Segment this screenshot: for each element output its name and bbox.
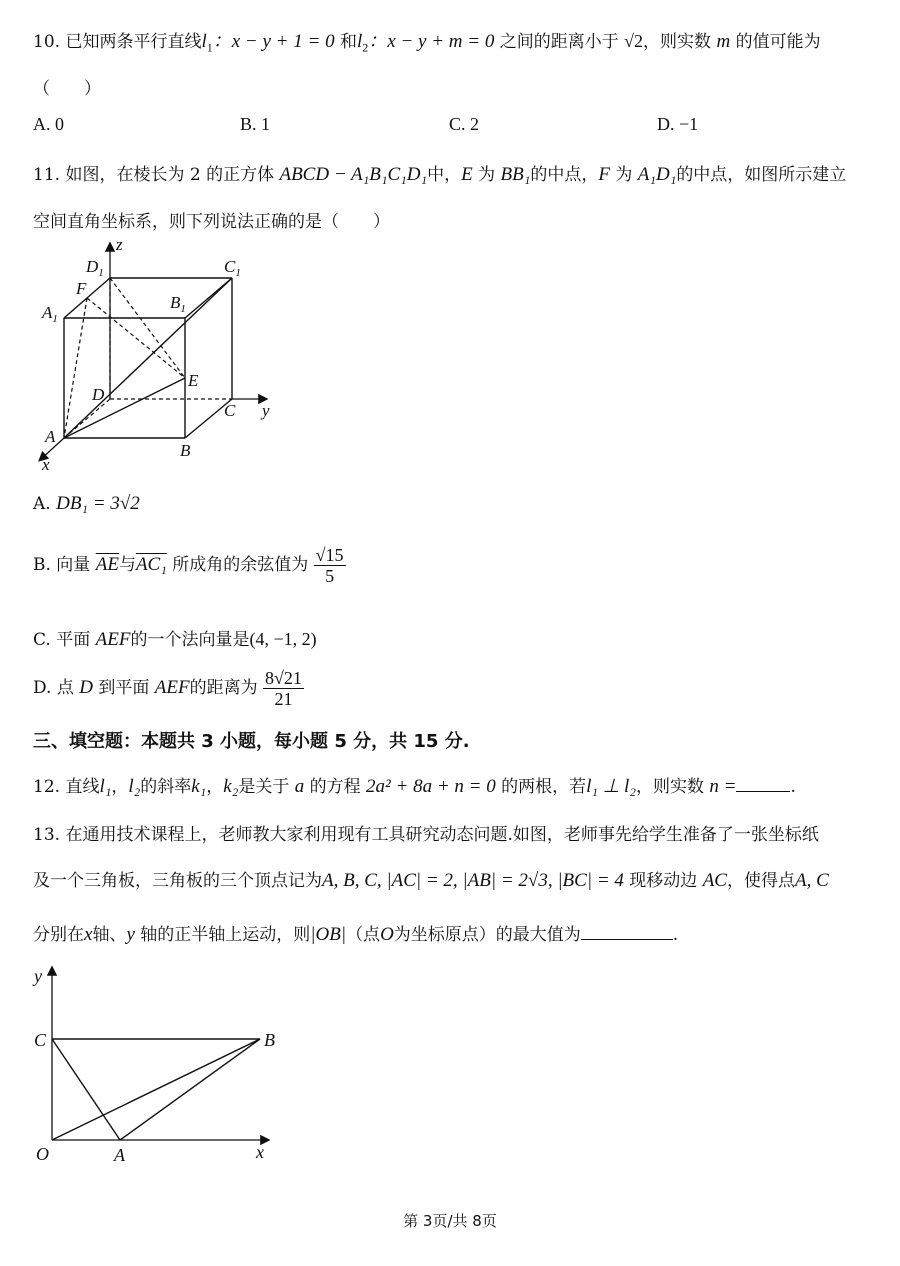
q13-line2-math: A, B, C, |AC| = 2, |AB| = 2√3, |BC| = 4	[322, 870, 624, 891]
q10-stem-a: 10. 已知两条平行直线	[33, 32, 202, 52]
q10-option-a: A. 0	[33, 114, 64, 134]
segment-CA	[52, 1039, 120, 1140]
q10-l1: l	[201, 31, 207, 52]
q11-stem-line2: 空间直角坐标系，则下列说法正确的是（ ）	[33, 212, 390, 232]
q13-line3-e: 为坐标原点）的最大值为	[393, 925, 581, 945]
q13-line2-c: ，使得点	[726, 871, 795, 891]
label-A1: $A_1$	[42, 303, 58, 325]
q11-E: E	[461, 164, 473, 185]
q13-line2	[33, 866, 829, 892]
q12-stem	[33, 772, 796, 798]
q11-opt-d-fraction	[263, 668, 304, 709]
q12-b: ，	[111, 777, 129, 797]
q13-line3-d: （点	[346, 925, 381, 945]
label-O: O	[36, 1144, 49, 1164]
q11-opt-d-tail: 的距离为	[189, 678, 258, 698]
q13-triangle-figure	[28, 962, 278, 1168]
q11-F: F	[598, 164, 610, 185]
q10-l2-eq: ：x − y + m = 0	[368, 31, 495, 52]
q12-k2: k₂	[223, 776, 239, 797]
q11-option-c	[33, 625, 317, 651]
q12-e: 是关于	[238, 777, 290, 797]
q10-l1-eq: ：x − y + 1 = 0	[212, 31, 335, 52]
page-footer: 第 3页/共 8页	[403, 1212, 497, 1230]
q11-line1-b: 中，	[427, 165, 462, 185]
q11-opt-d-mid: 到平面	[98, 678, 150, 698]
q12-n: n =	[709, 776, 737, 797]
q11-opt-a-label: A.	[33, 494, 51, 514]
label-x: x	[42, 455, 50, 472]
section-3-heading: 三、填空题：本题共 3 小题，每小题 5 分，共 15 分.	[33, 731, 470, 752]
q11-opt-d-num: 8√21	[265, 668, 302, 688]
label-D1: $D_1$	[86, 257, 104, 279]
q13-AC-pts: A, C	[794, 870, 829, 891]
q11-cube-figure	[30, 236, 280, 472]
q11-opt-c-label: C. 平面	[33, 630, 91, 650]
q11-BB1: BB₁	[500, 164, 531, 185]
q11-opt-c-tail: 的一个法向量是	[130, 630, 250, 650]
label-C: C	[34, 1030, 47, 1050]
q13-line3	[33, 920, 678, 946]
q10-m: m	[716, 31, 731, 52]
q13-line3-a: 分别在	[33, 925, 84, 945]
q11-option-d	[33, 668, 304, 709]
label-F: F	[76, 279, 87, 298]
label-y: y	[262, 401, 270, 420]
q12-c: 的斜率	[140, 777, 192, 797]
q11-opt-d-pt: D	[79, 677, 93, 698]
q11-A1D1: A₁D₁	[637, 164, 677, 185]
q10-and: 和	[339, 32, 357, 52]
q10-sqrt2: √2	[624, 31, 644, 51]
q11-opt-d-label: D. 点	[33, 678, 74, 698]
q12-d: ，	[206, 777, 224, 797]
q13-AC: AC	[702, 870, 727, 891]
q11-opt-b-tail: 所成角的余弦值为	[172, 555, 309, 575]
q12-end: .	[790, 777, 796, 797]
q11-opt-c-plane: AEF	[95, 629, 131, 650]
q13-line2-a: 及一个三角板，三角板的三个顶点记为	[33, 871, 322, 891]
segment-OB	[52, 1039, 260, 1140]
q10-stem-c: ，则实数	[643, 32, 712, 52]
q13-line3-c: 轴的正半轴上运动，则	[140, 925, 311, 945]
q12-a: 12. 直线	[33, 777, 100, 797]
q12-k1: k₁	[191, 776, 207, 797]
q11-opt-b-den: 5	[325, 566, 335, 586]
q10-stem-d: 的值可能为	[735, 32, 821, 52]
q13-line1: 13. 在通用技术课程上，老师教大家利用现有工具研究动态问题.如图，老师事先给学生准备了一张坐标纸	[33, 825, 819, 845]
q11-line1-f: 的中点，如图所示建立	[676, 165, 847, 185]
q11-line1-e: 为	[615, 165, 633, 185]
q13-O: O	[380, 924, 394, 945]
q13-end: .	[672, 925, 679, 945]
q10-l2: l	[356, 31, 363, 52]
label-y: y	[34, 966, 42, 986]
q12-h: ，则实数	[635, 777, 704, 797]
q12-g: 的两根，若	[501, 777, 587, 797]
q11-line1-a: 11. 如图，在棱长为 2 的正方体	[33, 165, 275, 185]
segment-AB	[120, 1039, 260, 1140]
q10-paren: （ ）	[33, 79, 101, 99]
q11-opt-b-num: √15	[315, 545, 344, 565]
q10-l2-sub: 2	[362, 40, 369, 55]
label-x: x	[256, 1142, 264, 1162]
q13-y: y	[126, 924, 135, 945]
q11-opt-c-vec: (4, −1, 2)	[249, 629, 317, 649]
q12-l1: l₁	[99, 776, 112, 797]
label-B: B	[180, 441, 191, 460]
label-E: E	[188, 371, 199, 390]
label-A: A	[114, 1145, 125, 1165]
q11-opt-a-math: DB₁ = 3√2	[56, 493, 140, 514]
q11-line1-c: 为	[478, 165, 496, 185]
q11-cube: ABCD − A₁B₁C₁D₁	[279, 164, 428, 185]
q12-eq: 2a² + 8a + n = 0	[366, 776, 496, 797]
q11-opt-d-plane: AEF	[154, 677, 190, 698]
q11-line1-d: 的中点，	[530, 165, 599, 185]
q12-f: 的方程	[309, 777, 361, 797]
q12-a-var: a	[294, 776, 305, 797]
label-A: A	[45, 427, 56, 446]
label-B1: $B_1$	[170, 293, 186, 315]
q10-option-d: D. −1	[657, 114, 699, 134]
q11-opt-b-label: B. 向量	[33, 555, 91, 575]
q12-l2: l₂	[128, 776, 141, 797]
q13-line3-b: 轴、	[92, 925, 127, 945]
q10-stem	[33, 26, 821, 55]
q13-line2-b: 现移动边	[629, 871, 698, 891]
q13-answer-blank[interactable]	[581, 939, 673, 940]
label-z: z	[116, 236, 123, 254]
q11-opt-d-den: 21	[274, 689, 293, 709]
q12-perp: l₁ ⊥ l₂	[586, 776, 636, 797]
label-D: D	[92, 385, 105, 404]
q11-opt-b-ae: $\overline{AE}$	[95, 554, 119, 575]
q10-option-c: C. 2	[449, 114, 480, 134]
q11-opt-b-ac: AC₁	[135, 554, 167, 575]
q11-opt-b-mid: 与	[118, 555, 136, 575]
label-C: C	[224, 401, 236, 420]
q11-stem-line1	[33, 160, 846, 186]
label-C1: $C_1$	[224, 257, 241, 279]
q12-answer-blank[interactable]	[736, 791, 790, 792]
q11-opt-b-fraction	[314, 545, 346, 586]
q10-l1-sub: 1	[206, 40, 213, 55]
q11-option-b	[33, 545, 346, 586]
q13-x: x	[84, 924, 93, 945]
q10-stem-b: 之间的距离小于	[499, 32, 619, 52]
q10-option-b: B. 1	[240, 114, 271, 134]
q13-OB: |OB|	[310, 924, 347, 945]
label-B: B	[264, 1030, 275, 1050]
q11-option-a	[33, 493, 140, 515]
